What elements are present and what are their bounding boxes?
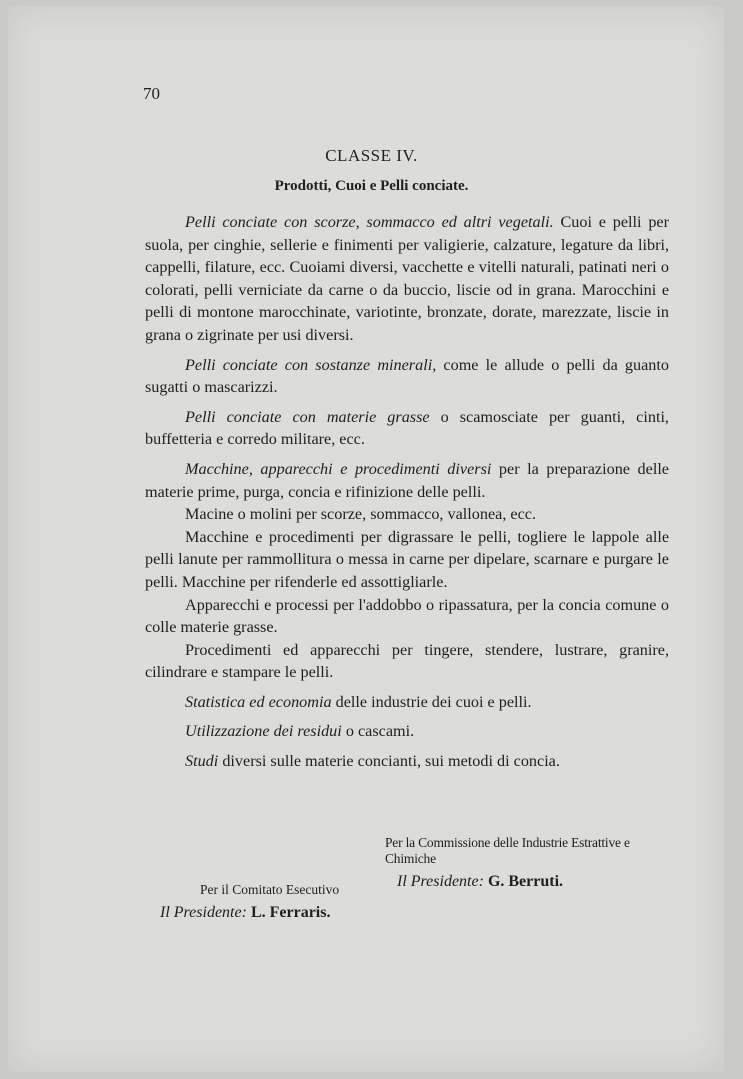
paragraph: Pelli conciate con scorze, sommacco ed altri vegetali. Cuoi e pelli per suola, per cinghie, sellerie e finimenti per valigierie, calzature, legature da libri, cappelli, filature, ecc. Cuoiami diversi, vacchette e vitelli naturali, patinati neri o colorati, pelli verniciate da carne o da buccio, liscie od in grana. Marocchini e pelli di montone marocchinate, variotinte, bronzate, dorate, marezzate, liscie in grana o zigrinate per usi diversi.: [145, 213, 669, 344]
paragraph: Macchine e procedimenti per digrassare le pelli, togliere le lappole alle pelli lanute per rammollitura o messa in carne per dipelare, scarnare e purgare le pelli. Macchine per rifenderle ed assottigliarle.: [145, 527, 669, 591]
paragraph: Macchine, apparecchi e procedimenti diversi per la preparazione delle materie prime, purga, concia e rifinizione delle pelli.: [145, 459, 669, 501]
page-number: 70: [143, 84, 160, 103]
section-title: Prodotti, Cuoi e Pelli conciate.: [274, 178, 469, 194]
paragraph: Statistica ed economia delle industrie dei cuoi e pelli.: [185, 692, 532, 711]
paragraph: Pelli conciate con materie grasse o scamosciate per guanti, cinti, buffetteria e corredo militare, ecc.: [145, 407, 669, 449]
signature-commission-line: Per la Commissione delle Industrie Estrattive e Chimiche: [385, 835, 630, 866]
signature-role: Il Presidente:: [160, 904, 247, 921]
signature-name: L. Ferraris.: [250, 904, 331, 921]
signature-name: G. Berruti.: [487, 873, 564, 890]
paragraph: Studi diversi sulle materie concianti, sui metodi di concia.: [185, 752, 560, 771]
paragraph: Apparecchi e processi per l'addobbo o ripassatura, per la concia comune o colle materie grasse.: [145, 595, 669, 637]
body-text: [145, 211, 669, 780]
paragraph: Macine o molini per scorze, sommacco, vallonea, ecc.: [185, 505, 537, 524]
signature-role: Il Presidente:: [397, 873, 484, 890]
class-heading: CLASSE IV.: [325, 146, 418, 165]
paragraph: Procedimenti ed apparecchi per tingere, stendere, lustrare, granire, cilindrare e stampare le pelli.: [145, 640, 669, 682]
signature-committee: [160, 882, 420, 922]
signature-commission: [385, 835, 670, 891]
signature-committee-line: Per il Comitato Esecutivo: [200, 882, 340, 897]
paragraph: Utilizzazione dei residui o cascami.: [185, 722, 415, 741]
paragraph: Pelli conciate con sostanze minerali, come le allude o pelli da guanto sugatti o mascarizzi.: [145, 355, 669, 397]
